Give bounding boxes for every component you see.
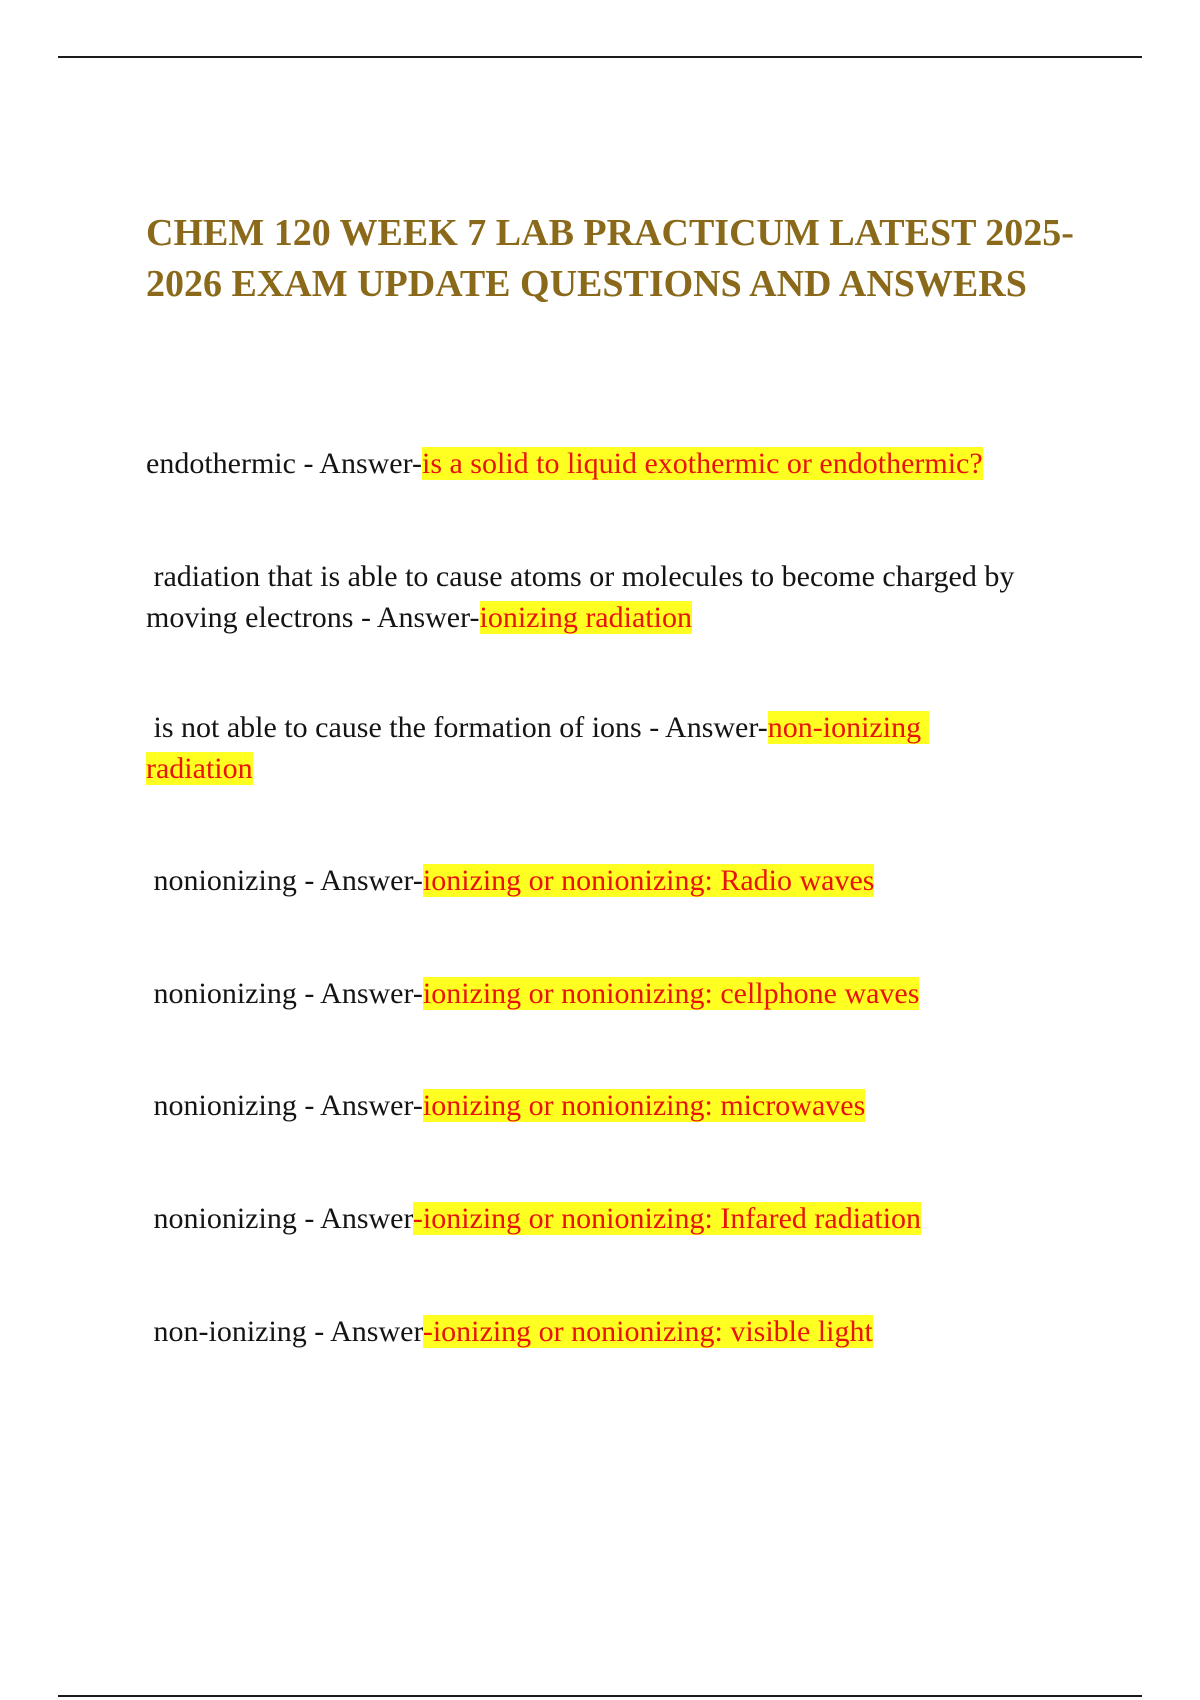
- qa-entry-7: [146, 1198, 1086, 1239]
- qa-entry-2: [146, 556, 1086, 638]
- qa-answer-highlight: ionizing radiation: [479, 601, 692, 634]
- qa-answer-highlight: -ionizing or nonionizing: visible light: [422, 1315, 873, 1348]
- qa-answer-highlight: ionizing or nonionizing: cellphone waves: [422, 977, 920, 1010]
- qa-prompt: is not able to cause the formation of ions - Answer-: [146, 711, 768, 744]
- document-title: CHEM 120 WEEK 7 LAB PRACTICUM LATEST 2025-2026 EXAM UPDATE QUESTIONS AND ANSWERS: [146, 212, 1074, 305]
- qa-entry-6: [146, 1085, 1086, 1126]
- qa-prompt: nonionizing - Answer-: [146, 864, 423, 897]
- qa-prompt: nonionizing - Answer-: [146, 1089, 423, 1122]
- qa-prompt: non-ionizing - Answer: [146, 1315, 423, 1348]
- qa-prompt: nonionizing - Answer: [146, 1202, 413, 1235]
- qa-entry-5: [146, 973, 1086, 1014]
- qa-entry-4: [146, 860, 1086, 901]
- qa-prompt: nonionizing - Answer-: [146, 977, 423, 1010]
- qa-answer-highlight: -ionizing or nonionizing: Infared radiation: [412, 1202, 922, 1235]
- qa-entry-3: [146, 707, 1026, 789]
- qa-entry-1: [146, 443, 1086, 484]
- qa-answer-highlight: ionizing or nonionizing: Radio waves: [422, 864, 875, 897]
- qa-prompt: radiation that is able to cause atoms or molecules to become charged by moving electrons - Answer-: [146, 560, 1022, 634]
- bottom-rule: [58, 1695, 1142, 1697]
- qa-entry-8: [146, 1311, 1086, 1352]
- qa-prompt: endothermic - Answer-: [146, 447, 422, 480]
- qa-answer-highlight: is a solid to liquid exothermic or endothermic?: [421, 447, 983, 480]
- qa-answer-highlight: ionizing or nonionizing: microwaves: [422, 1089, 866, 1122]
- top-rule: [58, 56, 1142, 58]
- qa-answer-highlight: non-ionizing radiation: [146, 711, 929, 785]
